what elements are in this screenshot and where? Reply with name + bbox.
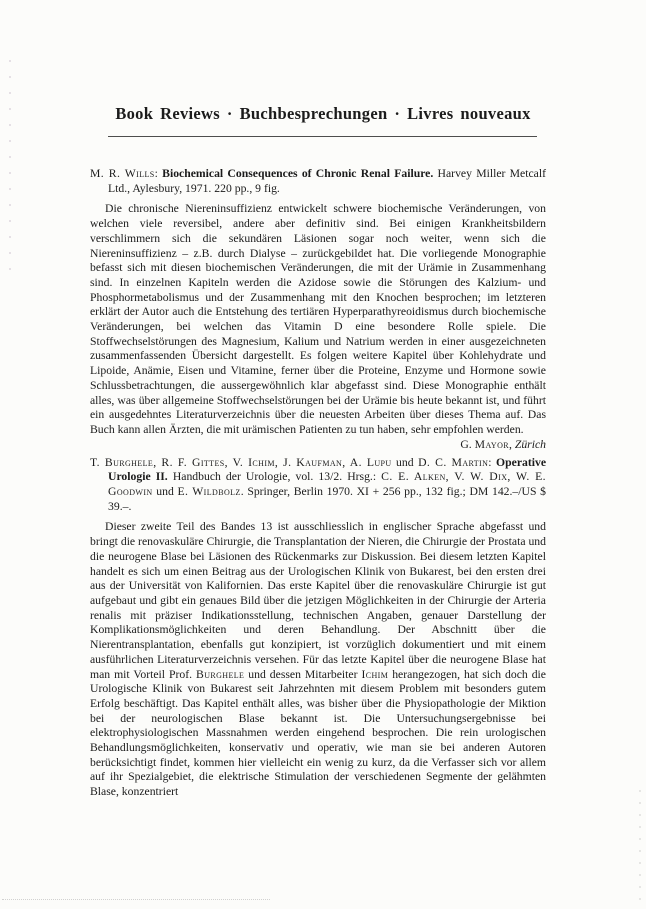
review-1-imprint: Harvey Miller Metcalf Ltd., Aylesbury, 1971. 220 pp., 9 fig. bbox=[108, 167, 547, 195]
review-2-body bbox=[90, 520, 546, 799]
review-2-name-ichim: Ichim bbox=[361, 667, 389, 681]
content-column bbox=[90, 167, 546, 800]
review-2-editors-1: C. E. Alken, V. W. Dix, W. E. Goodwin bbox=[108, 470, 546, 499]
page-title: Book Reviews · Buchbesprechungen · Livres nouveaux bbox=[115, 104, 531, 123]
reviewer-initial: G. bbox=[460, 437, 475, 451]
review-2 bbox=[90, 456, 546, 800]
review-1-heading bbox=[90, 167, 546, 196]
review-2-und-1: und bbox=[391, 455, 419, 469]
review-1-book-title: Biochemical Consequences of Chronic Renal Failure. bbox=[162, 167, 434, 180]
review-1-body bbox=[90, 202, 546, 451]
review-2-editors-2: E. Wildbolz bbox=[177, 485, 241, 499]
scan-artifact-left bbox=[9, 60, 11, 275]
review-2-series: Handbuch der Urologie, vol. 13/2. Hrsg.: bbox=[167, 470, 382, 484]
review-2-book-title: Operative Urologie II. bbox=[108, 455, 547, 484]
review-2-body-part2: und dessen Mitarbeiter bbox=[244, 667, 362, 681]
header-divider bbox=[108, 136, 537, 137]
review-1 bbox=[90, 167, 547, 451]
review-2-colon: : bbox=[488, 455, 497, 469]
review-2-name-burghele: Burghele bbox=[196, 667, 245, 681]
review-2-heading bbox=[90, 456, 546, 515]
review-2-authors-2: D. C. Martin bbox=[418, 455, 489, 469]
scan-artifact-right bbox=[639, 790, 641, 900]
reviewer-name: Mayor bbox=[474, 437, 509, 451]
review-2-imprint: . Springer, Berlin 1970. XI + 256 pp., 132 fig.; DM 142.–/US $ 39.–. bbox=[108, 485, 547, 513]
scan-artifact-bottom bbox=[2, 899, 270, 900]
reviewer-place: Zürich bbox=[514, 437, 546, 451]
reviewer-sep: , bbox=[508, 437, 515, 451]
review-2-authors-1: T. Burghele, R. F. Gittes, V. Ichim, J. Kaufman, A. Lupu bbox=[90, 455, 392, 469]
review-1-colon: : bbox=[154, 167, 163, 180]
review-1-authors: M. R. Wills bbox=[90, 167, 155, 180]
review-1-signature bbox=[448, 438, 546, 453]
review-1-body-text: Die chronische Niereninsuffizienz entwickelt schwere biochemische Veränderungen, von welchen viele reversibel, andere aber definitiv sind. Bei einigen Krankheitsbildern verschlimmern sich die sekundären Läsionen sogar noch weiter, wenn sich die Niereninsuffizienz – z.B. durch Dialyse – zurückgebildet hat. Die vorliegende Monographie befasst sich mit diesen biochemischen Veränderungen, die mit der Urämie in Zusammenhang sind. In einzelnen Kapiteln werden die Azidose sowie die Störungen des Kalzium- und Phosphormetabolismus und der Zusammenhang mit den Knochen besprochen; im letzteren erklärt der Autor auch die Entstehung des tertiären Hyperparathyreoidismus durch biochemische Veränderungen, bei welchen das Vitamin D eine besondere Rolle spiele. Die Stoffwechselstörungen des Magnesium, Kalium und Natrium werden in einer ausgezeichneten zusammenfassenden Übersicht dargestellt. Es folgen weitere Kapitel über Kohlehydrate und Lipoide, Anämie, Eisen und Vitamine, ferner über die Proteine, Enzyme und Hormone sowie Schlussbetrachtungen, die aussergewöhnlich klar abgefasst sind. Diese Monographie enthält alles, was über allgemeine Stoffwechselstörungen bei der Urämie bis heute bekannt ist, und führt ein ausgedehntes Literaturverzeichnis über die neuesten Arbeiten über dieses Thema auf. Das Buch kann allen Ärzten, die mit urämischen Patienten zu tun haben, sehr empfohlen werden. bbox=[90, 202, 546, 436]
review-2-und-2: und bbox=[152, 485, 178, 499]
review-2-body-part3: herangezogen, hat sich doch die Urologische Klinik von Bukarest seit Jahrzehnten mit diesem Problem mit besonders gutem Erfolg beschäftigt. Das Kapitel enthält alles, was bisher über die Physiopathologie der Miktion bei der neurologischen Blase bekannt ist. Die Untersuchungsergebnisse bei elektrophysiologischen Massnahmen werden eingehend besprochen. Die rein urologischen Behandlungsmöglichkeiten, konservativ und operativ, wie man sie bei anderen Autoren berücksichtigt findet, kommen hier vielleicht ein wenig zu kurz, da die Verfasser sich vor allem auf ihr Spezialgebiet, die elektrische Stimulation der verschiedenen Segmente der gelähmten Blase, konzentriert bbox=[90, 667, 546, 799]
review-2-body-part1: Dieser zweite Teil des Bandes 13 ist ausschliesslich in englischer Sprache abgefasst und bringt die renovaskuläre Chirurgie, die Transplantation der Nieren, die Chirurgie der Prostata und die neurogene Blase bei Läsionen des Rückenmarks zur Diskussion. Bei diesem letzten Kapitel handelt es sich um einen Beitrag aus der Urologischen Klinik von Bukarest, bei den ersten drei aus der Universität von Kalifornien. Das erste Kapitel über die renovaskuläre Chirurgie ist gut aufgebaut und gibt ein genaues Bild über die jetzigen Möglichkeiten in der Chirurgie der Arteria renalis mit präziser Indikationsstellung, technischen Angaben, genauer Darstellung der Komplikationsmöglichkeiten und deren Behandlung. Der Abschnitt über die Nierentransplantation, ebenfalls gut konzipiert, ist vorzüglich dokumentiert und mit einem ausführlichen Literaturverzeichnis versehen. Für das letzte Kapitel über die neurogene Blase hat man mit Vorteil Prof. bbox=[90, 520, 546, 681]
